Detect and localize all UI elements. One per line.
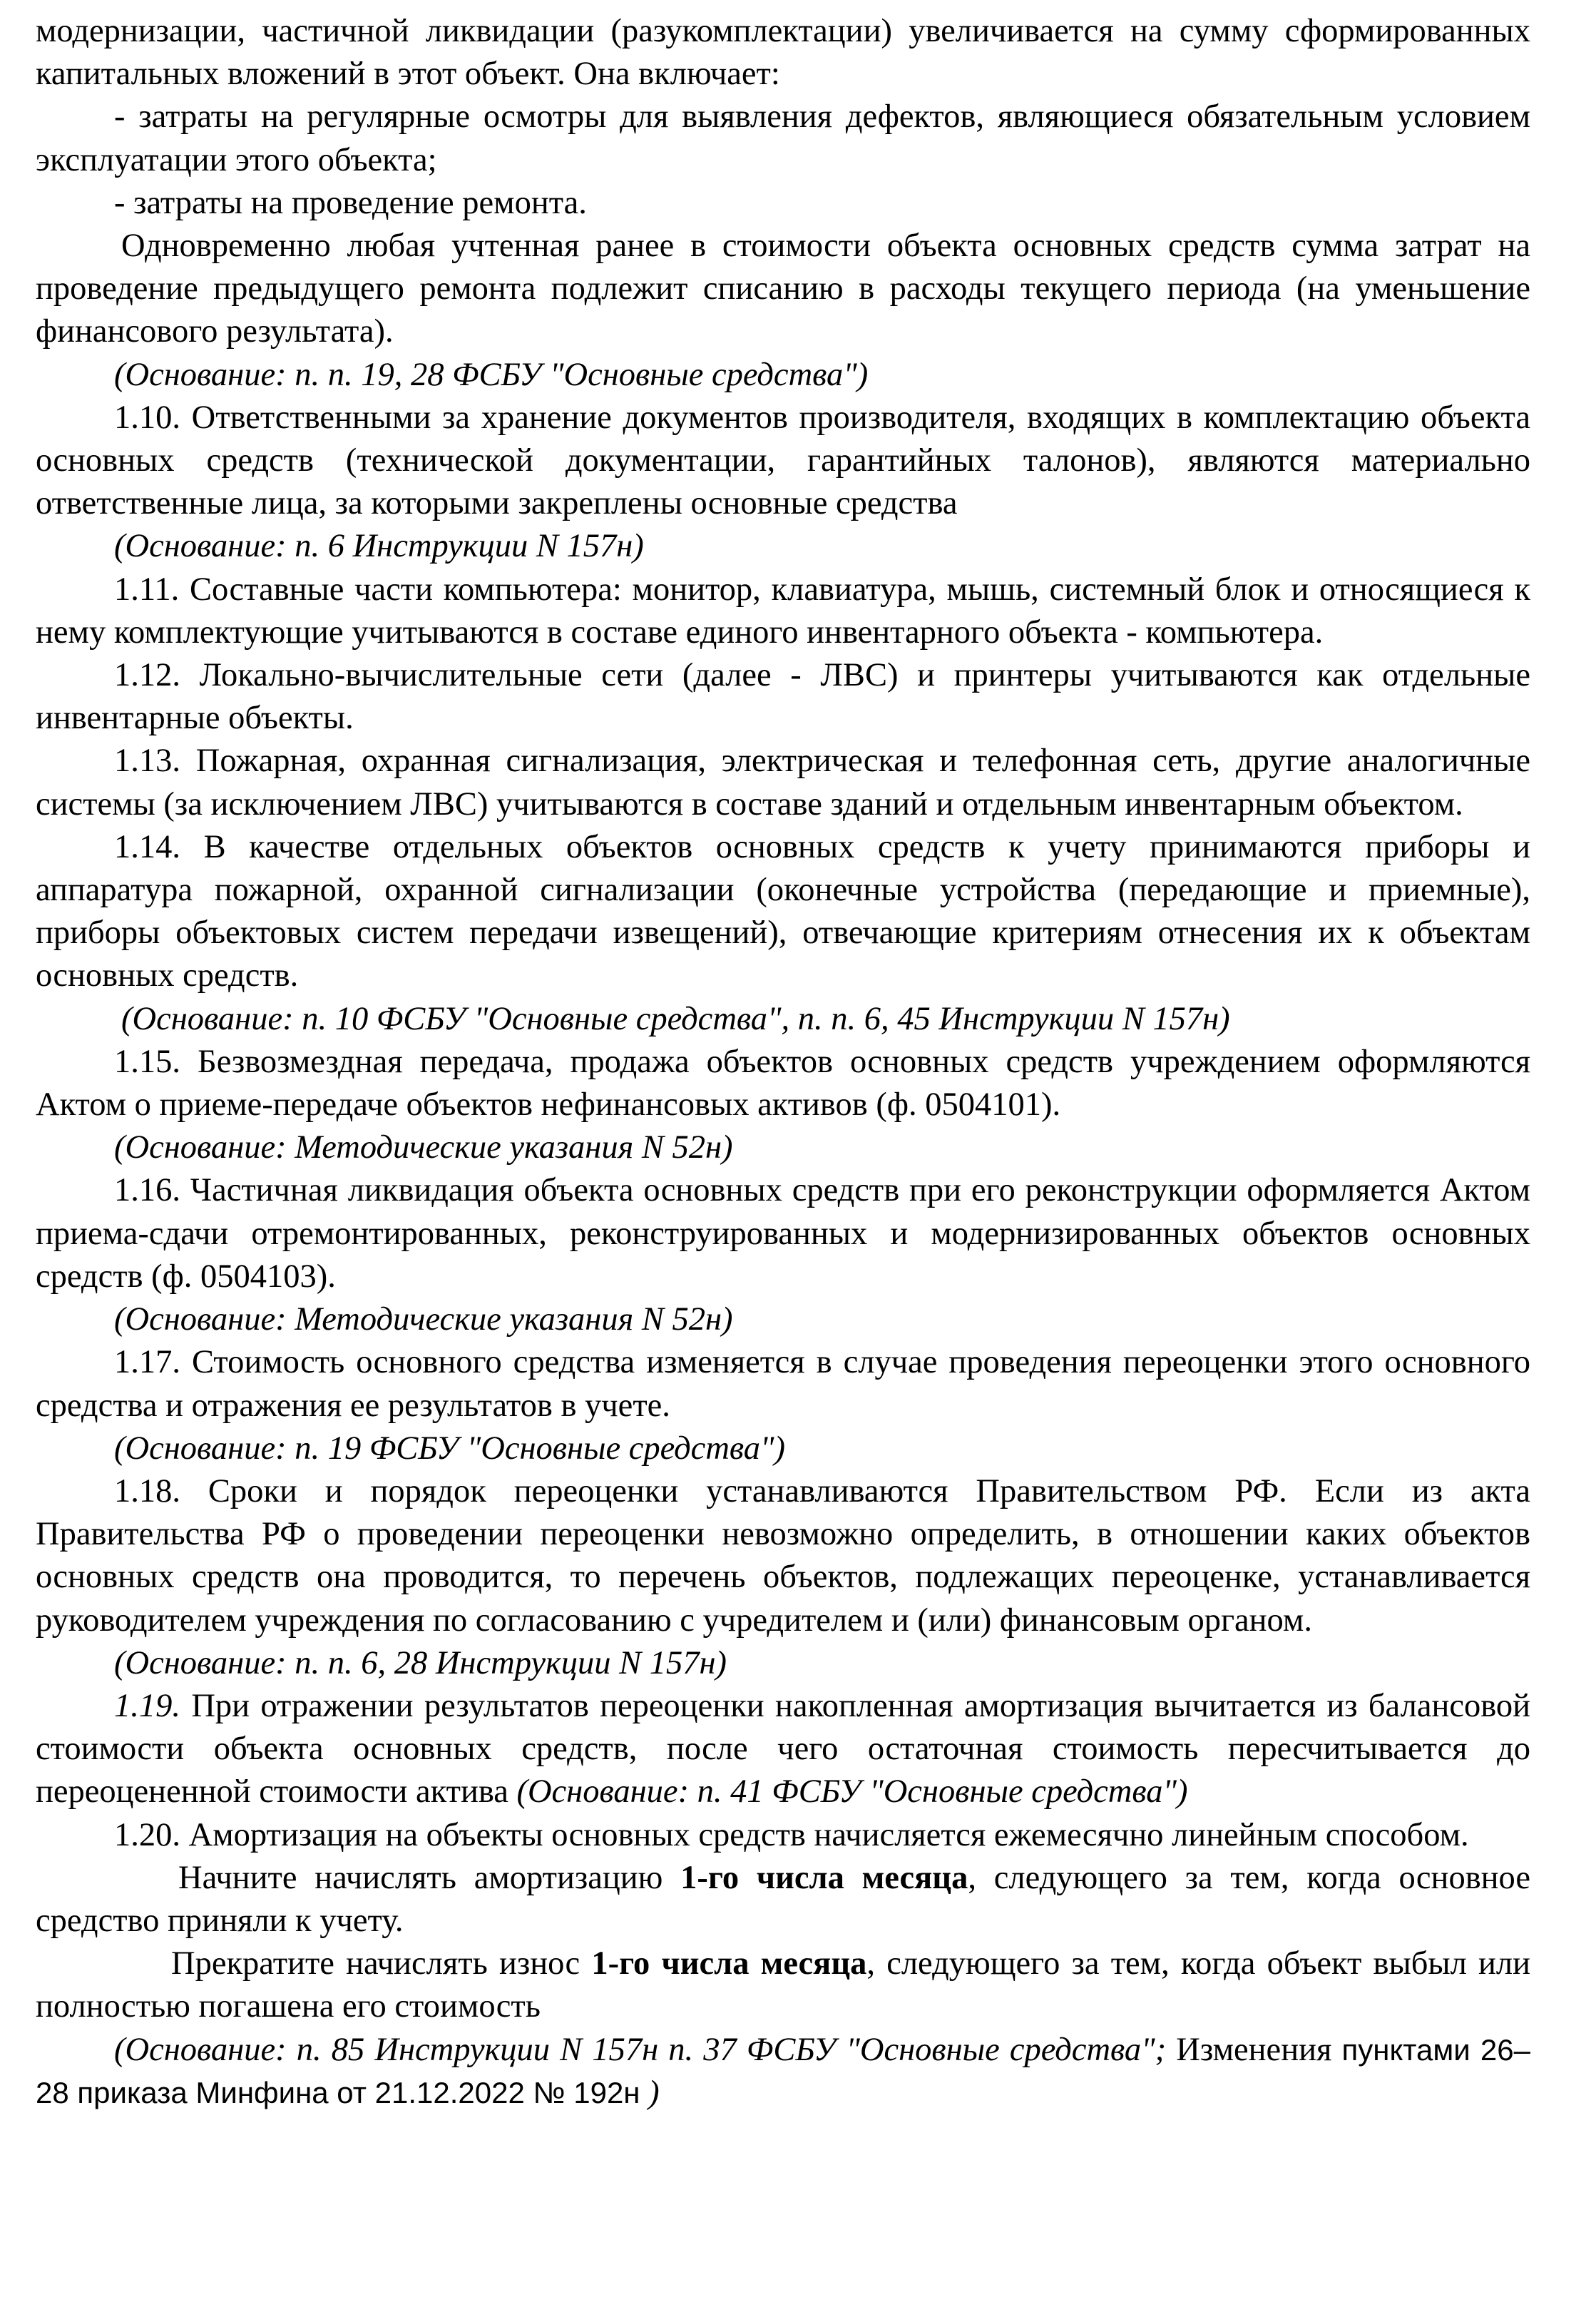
closing-paren: ): [640, 2074, 660, 2111]
paragraph-repair-writeoff: Одновременно любая учтенная ранее в стоимости объекта основных средств сумма затрат на проведение предыдущего ремонта подлежит списанию в расходы текущего периода (на уменьшение финансового результата).: [36, 228, 1530, 350]
basis-note: (Основание: Методические указания N 52н): [114, 1301, 733, 1338]
text-run: Прекратите начислять износ: [171, 1945, 592, 1982]
paragraph-1-18: 1.18. Сроки и порядок переоценки устанавливаются Правительством РФ. Если из акта Правительства РФ о проведении переоценки невозможно определить, в отношении каких объектов основных средств она проводится, то перечень объектов, подлежащих переоценке, устанавливается руководителем учреждения по согласованию с учредителем и (или) финансовым органом.: [36, 1472, 1530, 1639]
paragraph-1-14: 1.14. В качестве отдельных объектов основных средств к учету принимаются приборы и аппаратура пожарной, охранной сигнализации (оконечные устройства (передающие и приемные), приборы объектовых систем передачи извещений), отвечающие критериям отнесения их к объектам основных средств.: [36, 828, 1530, 994]
paragraph-1-20: 1.20. Амортизация на объекты основных средств начисляется ежемесячно линейным способом.: [114, 1816, 1469, 1853]
paragraph-1-13: 1.13. Пожарная, охранная сигнализация, электрическая и телефонная сеть, другие аналогичные системы (за исключением ЛВС) учитываются в составе зданий и отдельным инвентарным объектом.: [36, 743, 1530, 823]
paragraph-1-12: 1.12. Локально-вычислительные сети (далее - ЛВС) и принтеры учитываются как отдельные инвентарные объекты.: [36, 657, 1530, 737]
basis-note: (Основание: п. 6 Инструкции N 157н): [114, 528, 644, 565]
basis-note: (Основание: п. п. 6, 28 Инструкции N 157н): [114, 1644, 727, 1681]
text-run: Начните начислять амортизацию: [178, 1859, 681, 1896]
paragraph-1-16: 1.16. Частичная ликвидация объекта основных средств при его реконструкции оформляется Актом приема-сдачи отремонтированных, реконструированных и модернизированных объектов основных средств (ф. 0504103).: [36, 1172, 1530, 1295]
list-item-repair: - затраты на проведение ремонта.: [114, 184, 587, 221]
basis-note: (Основание: п. 85 Инструкции N 157н п. 37 ФСБУ "Основные средства";: [114, 2031, 1167, 2068]
paragraph-text: При отражении результатов переоценки накопленная амортизация вычитается из балансовой стоимости объекта основных средств, после чего остаточная стоимость пересчитывается до переоцененной стоимости актива: [36, 1687, 1530, 1811]
text-run: , следующего за тем, когда основное средство приняли к учету.: [36, 1859, 1530, 1939]
paragraph-1-15: 1.15. Безвозмездная передача, продажа объектов основных средств учреждением оформляются Актом о приеме-передаче объектов нефинансовых активов (ф. 0504101).: [36, 1043, 1530, 1124]
basis-note: (Основание: п. 41 ФСБУ "Основные средства"): [516, 1773, 1188, 1811]
paragraph-stop-depreciation: [36, 1942, 1530, 2028]
paragraph-final-basis: [36, 2029, 1530, 2114]
paragraph-1-17: 1.17. Стоимость основного средства изменяется в случае проведения переоценки этого основного средства и отражения ее результатов в учете.: [36, 1344, 1530, 1424]
basis-note: (Основание: п. 19 ФСБУ "Основные средства"): [114, 1430, 786, 1467]
order-reference: пунктами 26–28 приказа Минфина от 21.12.2022 № 192н: [36, 2032, 1531, 2109]
paragraph-number: 1.19.: [114, 1687, 180, 1724]
basis-note: (Основание: п. 10 ФСБУ "Основные средства", п. п. 6, 45 Инструкции N 157н): [121, 1000, 1230, 1037]
basis-note: (Основание: Методические указания N 52н): [114, 1129, 733, 1166]
paragraph-1-19: [36, 1685, 1530, 1814]
list-item-inspections: - затраты на регулярные осмотры для выявления дефектов, являющиеся обязательным условием эксплуатации этого объекта;: [36, 98, 1530, 178]
basis-note: (Основание: п. п. 19, 28 ФСБУ "Основные средства"): [114, 356, 869, 393]
paragraph-intro: модернизации, частичной ликвидации (разукомплектации) увеличивается на сумму сформированных капитальных вложений в этот объект. Она включает:: [36, 13, 1530, 93]
bold-text: 1-го числа месяца: [680, 1859, 968, 1896]
bold-text: 1-го числа месяца: [591, 1945, 867, 1982]
paragraph-1-10: 1.10. Ответственными за хранение документов производителя, входящих в комплектацию объекта основных средств (технической документации, гарантийных талонов), являются материально ответственные лица, за которыми закреплены основные средства: [36, 399, 1530, 522]
paragraph-start-depreciation: [36, 1857, 1530, 1942]
text-run: Изменения: [1166, 2031, 1332, 2068]
text-run: , следующего за тем, когда объект выбыл или полностью погашена его стоимость: [36, 1945, 1530, 2025]
paragraph-1-11: 1.11. Составные части компьютера: монитор, клавиатура, мышь, системный блок и относящиеся к нему комплектующие учитываются в составе единого инвентарного объекта - компьютера.: [36, 571, 1530, 651]
